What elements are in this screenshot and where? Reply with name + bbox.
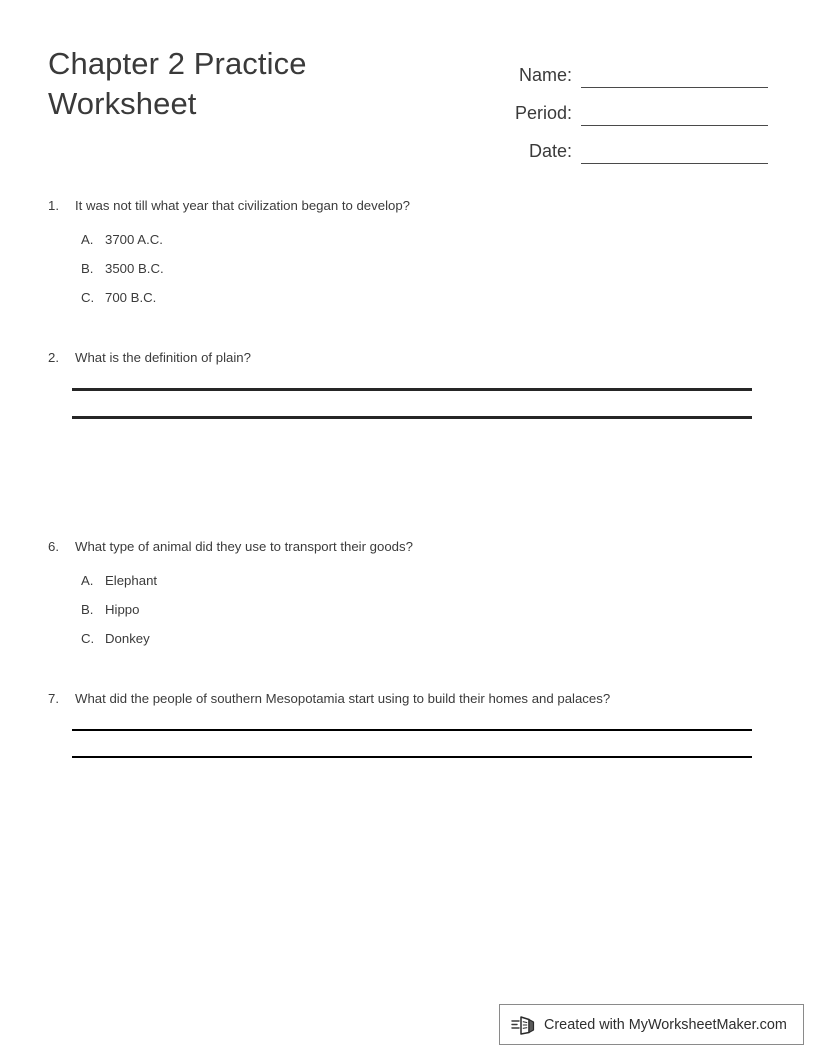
worksheet-header — [48, 44, 768, 174]
option-letter: C. — [81, 290, 95, 305]
option-item[interactable] — [81, 629, 768, 658]
answer-lines[interactable] — [72, 729, 768, 758]
question-item — [48, 689, 768, 758]
field-row-period — [496, 88, 768, 126]
question-text: What type of animal did they use to transport their goods? — [75, 539, 413, 554]
footer-attribution-badge[interactable] — [499, 1004, 804, 1045]
section-spacer — [48, 419, 768, 537]
question-number: 6. — [48, 539, 59, 554]
option-text: Donkey — [105, 631, 150, 646]
field-row-date — [496, 126, 768, 164]
answer-lines[interactable] — [72, 388, 768, 419]
student-info-fields — [496, 50, 768, 164]
period-field-label: Period: — [514, 103, 572, 123]
question-item — [48, 537, 768, 658]
option-text: 3500 B.C. — [105, 261, 164, 276]
option-letter: A. — [81, 232, 94, 247]
option-letter: B. — [81, 602, 94, 617]
field-row-name — [496, 50, 768, 88]
option-letter: C. — [81, 631, 95, 646]
question-header — [48, 348, 768, 367]
name-field-label: Name: — [518, 65, 572, 85]
answer-line[interactable] — [72, 416, 752, 419]
option-item[interactable] — [81, 600, 768, 629]
question-number: 7. — [48, 691, 59, 706]
option-text: Hippo — [105, 602, 140, 617]
option-item[interactable] — [81, 571, 768, 600]
option-text: 3700 A.C. — [105, 232, 163, 247]
option-item[interactable] — [81, 230, 768, 259]
date-field-input[interactable] — [581, 139, 768, 164]
page-title: Chapter 2 Practice Worksheet — [48, 46, 307, 121]
answer-line[interactable] — [72, 756, 752, 758]
option-item[interactable] — [81, 259, 768, 288]
option-item[interactable] — [81, 288, 768, 317]
question-options — [81, 230, 768, 317]
question-header — [48, 689, 768, 708]
period-field-input[interactable] — [581, 101, 768, 126]
worksheet-maker-logo-icon — [511, 1013, 537, 1037]
answer-line[interactable] — [72, 388, 752, 391]
answer-line[interactable] — [72, 729, 752, 731]
question-item — [48, 348, 768, 419]
question-header — [48, 537, 768, 556]
option-text: Elephant — [105, 573, 158, 588]
date-field-label: Date: — [528, 141, 572, 161]
question-number: 2. — [48, 350, 59, 365]
question-text: What is the definition of plain? — [75, 350, 251, 365]
option-letter: A. — [81, 573, 94, 588]
question-text: It was not till what year that civilization began to develop? — [75, 198, 411, 213]
question-text: What did the people of southern Mesopotamia start using to build their homes and palaces? — [75, 691, 611, 706]
option-letter: B. — [81, 261, 94, 276]
footer-attribution-text: Created with MyWorksheetMaker.com — [544, 1016, 787, 1033]
questions-list — [48, 196, 768, 758]
question-header — [48, 196, 768, 215]
question-options — [81, 571, 768, 658]
option-text: 700 B.C. — [105, 290, 157, 305]
name-field-input[interactable] — [581, 63, 768, 88]
question-number: 1. — [48, 198, 59, 213]
question-item — [48, 196, 768, 317]
